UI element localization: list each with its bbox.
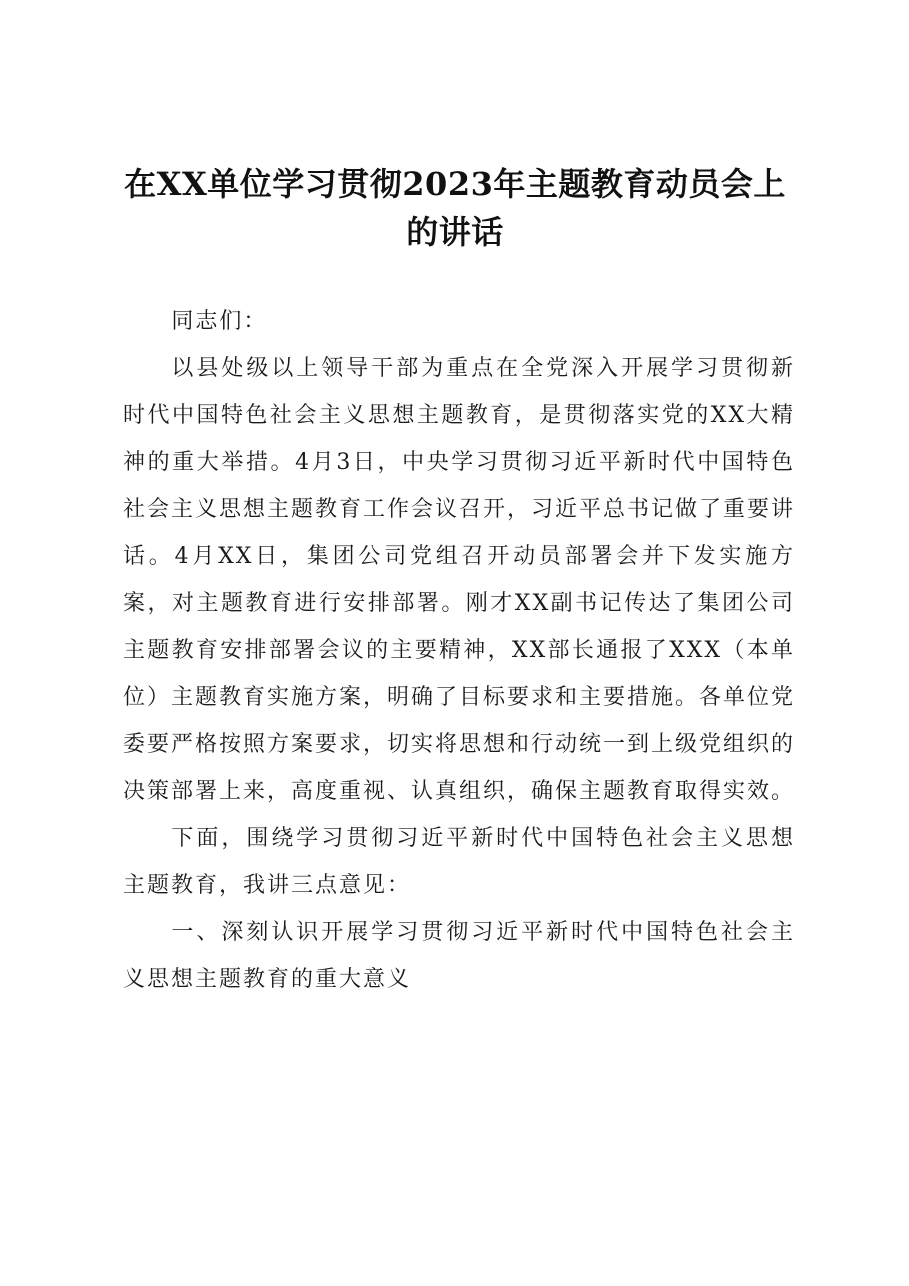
salutation-paragraph: 同志们： bbox=[171, 309, 268, 334]
document-body bbox=[123, 298, 795, 1003]
document-title: 在XX单位学习贯彻2023年主题教育动员会上的讲话 bbox=[124, 165, 786, 251]
section-heading-1: 一、深刻认识开展学习贯彻习近平新时代中国特色社会主义思想主题教育的重大意义 bbox=[123, 920, 795, 992]
intro-paragraph: 以县处级以上领导干部为重点在全党深入开展学习贯彻新时代中国特色社会主义思想主题教育，是贯彻落实党的XX大精神的重大举措。4月3日，中央学习贯彻习近平新时代中国特色社会主义思想主题教育工作会议召开，习近平总书记做了重要讲话。4月XX日，集团公司党组召开动员部署会并下发实施方案，对主题教育进行安排部署。刚才XX副书记传达了集团公司主题教育安排部署会议的主要精神，XX部长通报了XXX（本单位）主题教育实施方案，明确了目标要求和主要措施。各单位党委要严格按照方案要求，切实将思想和行动统一到上级党组织的决策部署上来，高度重视、认真组织，确保主题教育取得实效。 bbox=[123, 356, 796, 804]
transition-paragraph: 下面，围绕学习贯彻习近平新时代中国特色社会主义思想主题教育，我讲三点意见： bbox=[123, 826, 795, 898]
